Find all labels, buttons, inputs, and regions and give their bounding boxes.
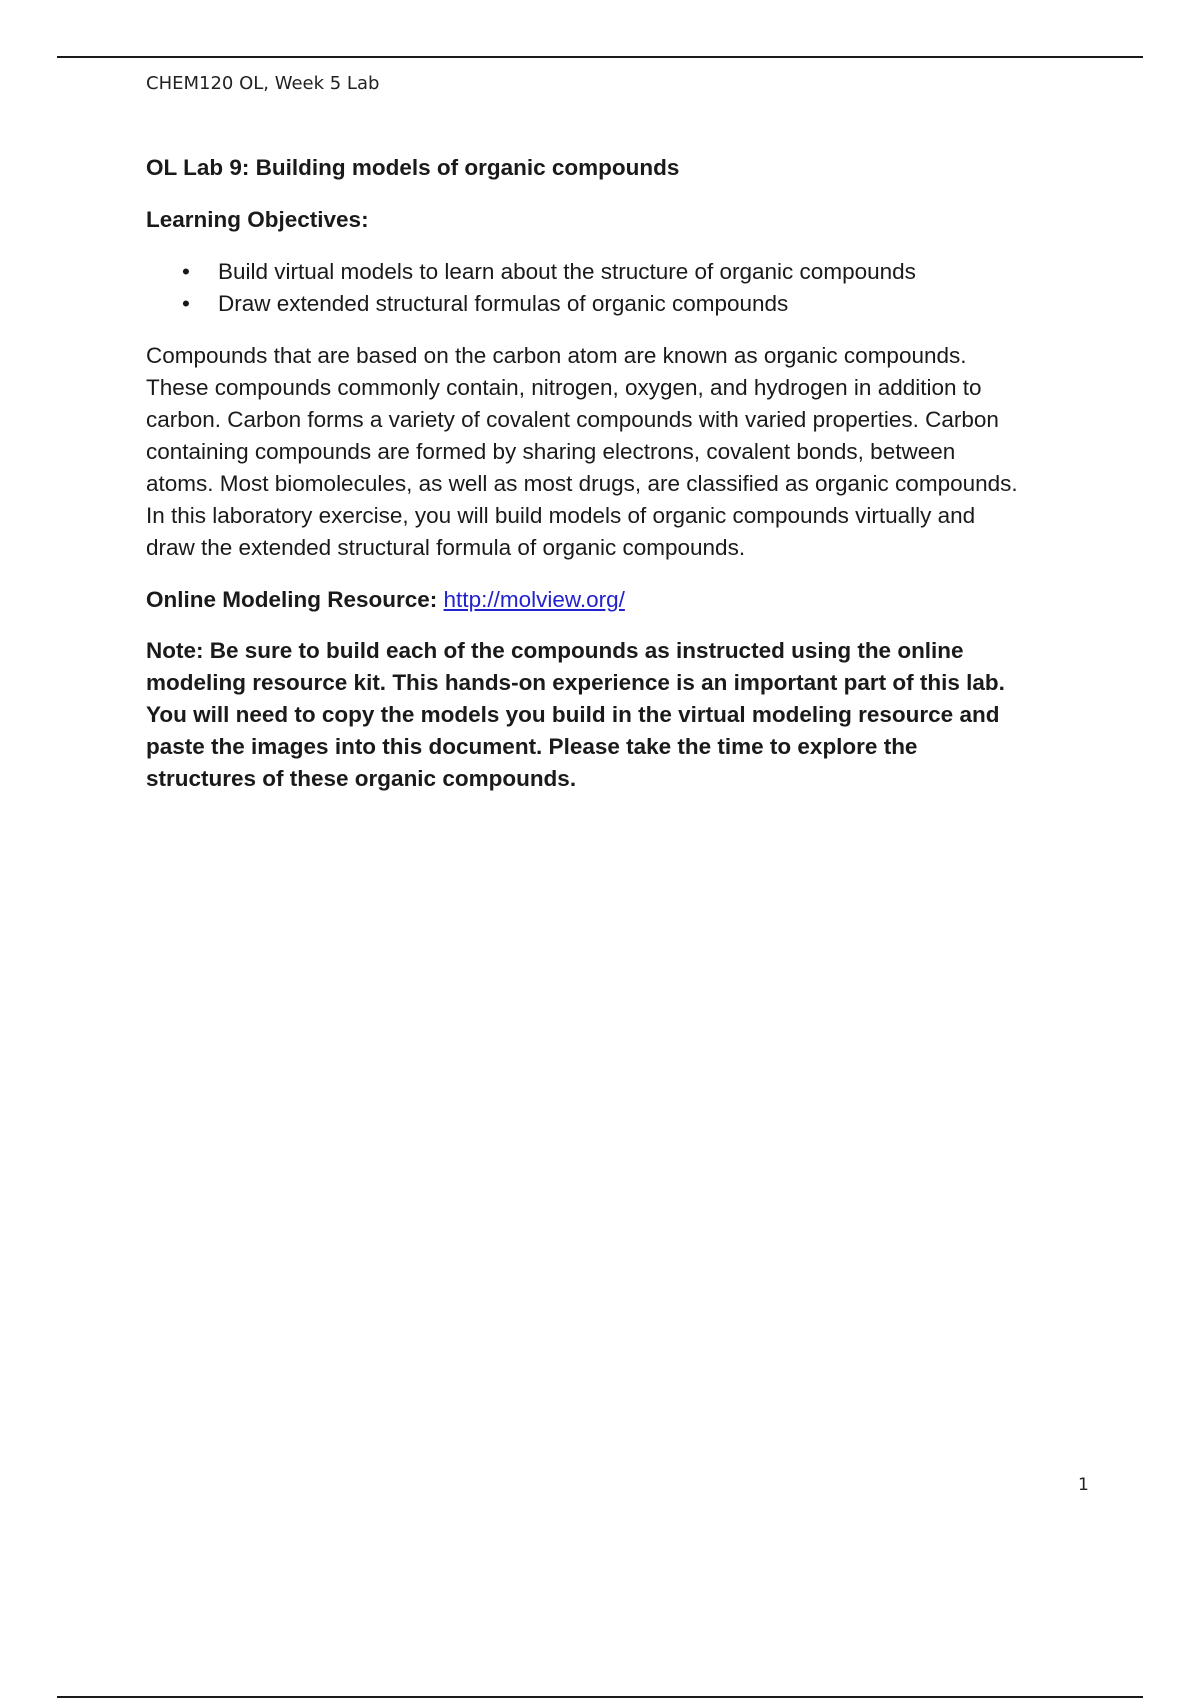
intro-line: containing compounds are formed by sharing electrons, covalent bonds, between [146, 439, 956, 464]
intro-line: Compounds that are based on the carbon atom are known as organic compounds. [146, 343, 967, 368]
objective-text: Build virtual models to learn about the structure of organic compounds [218, 259, 916, 284]
note-line: You will need to copy the models you build in the virtual modeling resource and [146, 702, 1000, 727]
intro-line: These compounds commonly contain, nitrogen, oxygen, and hydrogen in addition to [146, 375, 982, 400]
objective-text: Draw extended structural formulas of organic compounds [218, 291, 789, 316]
objective-item [146, 256, 1086, 288]
intro-line: carbon. Carbon forms a variety of covalent compounds with varied properties. Carbon [146, 407, 999, 432]
document-body [146, 152, 1086, 795]
resource-line [146, 584, 1086, 616]
intro-line: atoms. Most biomolecules, as well as most drugs, are classified as organic compounds. [146, 471, 1018, 496]
page-number: 1 [1078, 1475, 1089, 1495]
note-line: paste the images into this document. Please take the time to explore the [146, 734, 918, 759]
intro-paragraph [146, 340, 1086, 564]
note-paragraph [146, 635, 1086, 795]
footer-divider [57, 1696, 1143, 1698]
objective-item [146, 288, 1086, 320]
note-line: modeling resource kit. This hands-on experience is an important part of this lab. [146, 670, 1005, 695]
running-header: CHEM120 OL, Week 5 Lab [146, 73, 380, 94]
note-line: structures of these organic compounds. [146, 766, 577, 791]
bullet-icon: • [182, 259, 190, 284]
bullet-icon: • [182, 291, 190, 316]
resource-label: Online Modeling Resource: [146, 587, 438, 612]
header-divider [57, 56, 1143, 58]
molview-link[interactable]: http://molview.org/ [443, 587, 625, 612]
objectives-list [146, 256, 1086, 320]
note-line: Note: Be sure to build each of the compounds as instructed using the online [146, 638, 964, 663]
intro-line: draw the extended structural formula of organic compounds. [146, 535, 746, 560]
objectives-heading: Learning Objectives: [146, 207, 369, 232]
intro-line: In this laboratory exercise, you will build models of organic compounds virtually and [146, 503, 976, 528]
document-title: OL Lab 9: Building models of organic compounds [146, 155, 680, 180]
